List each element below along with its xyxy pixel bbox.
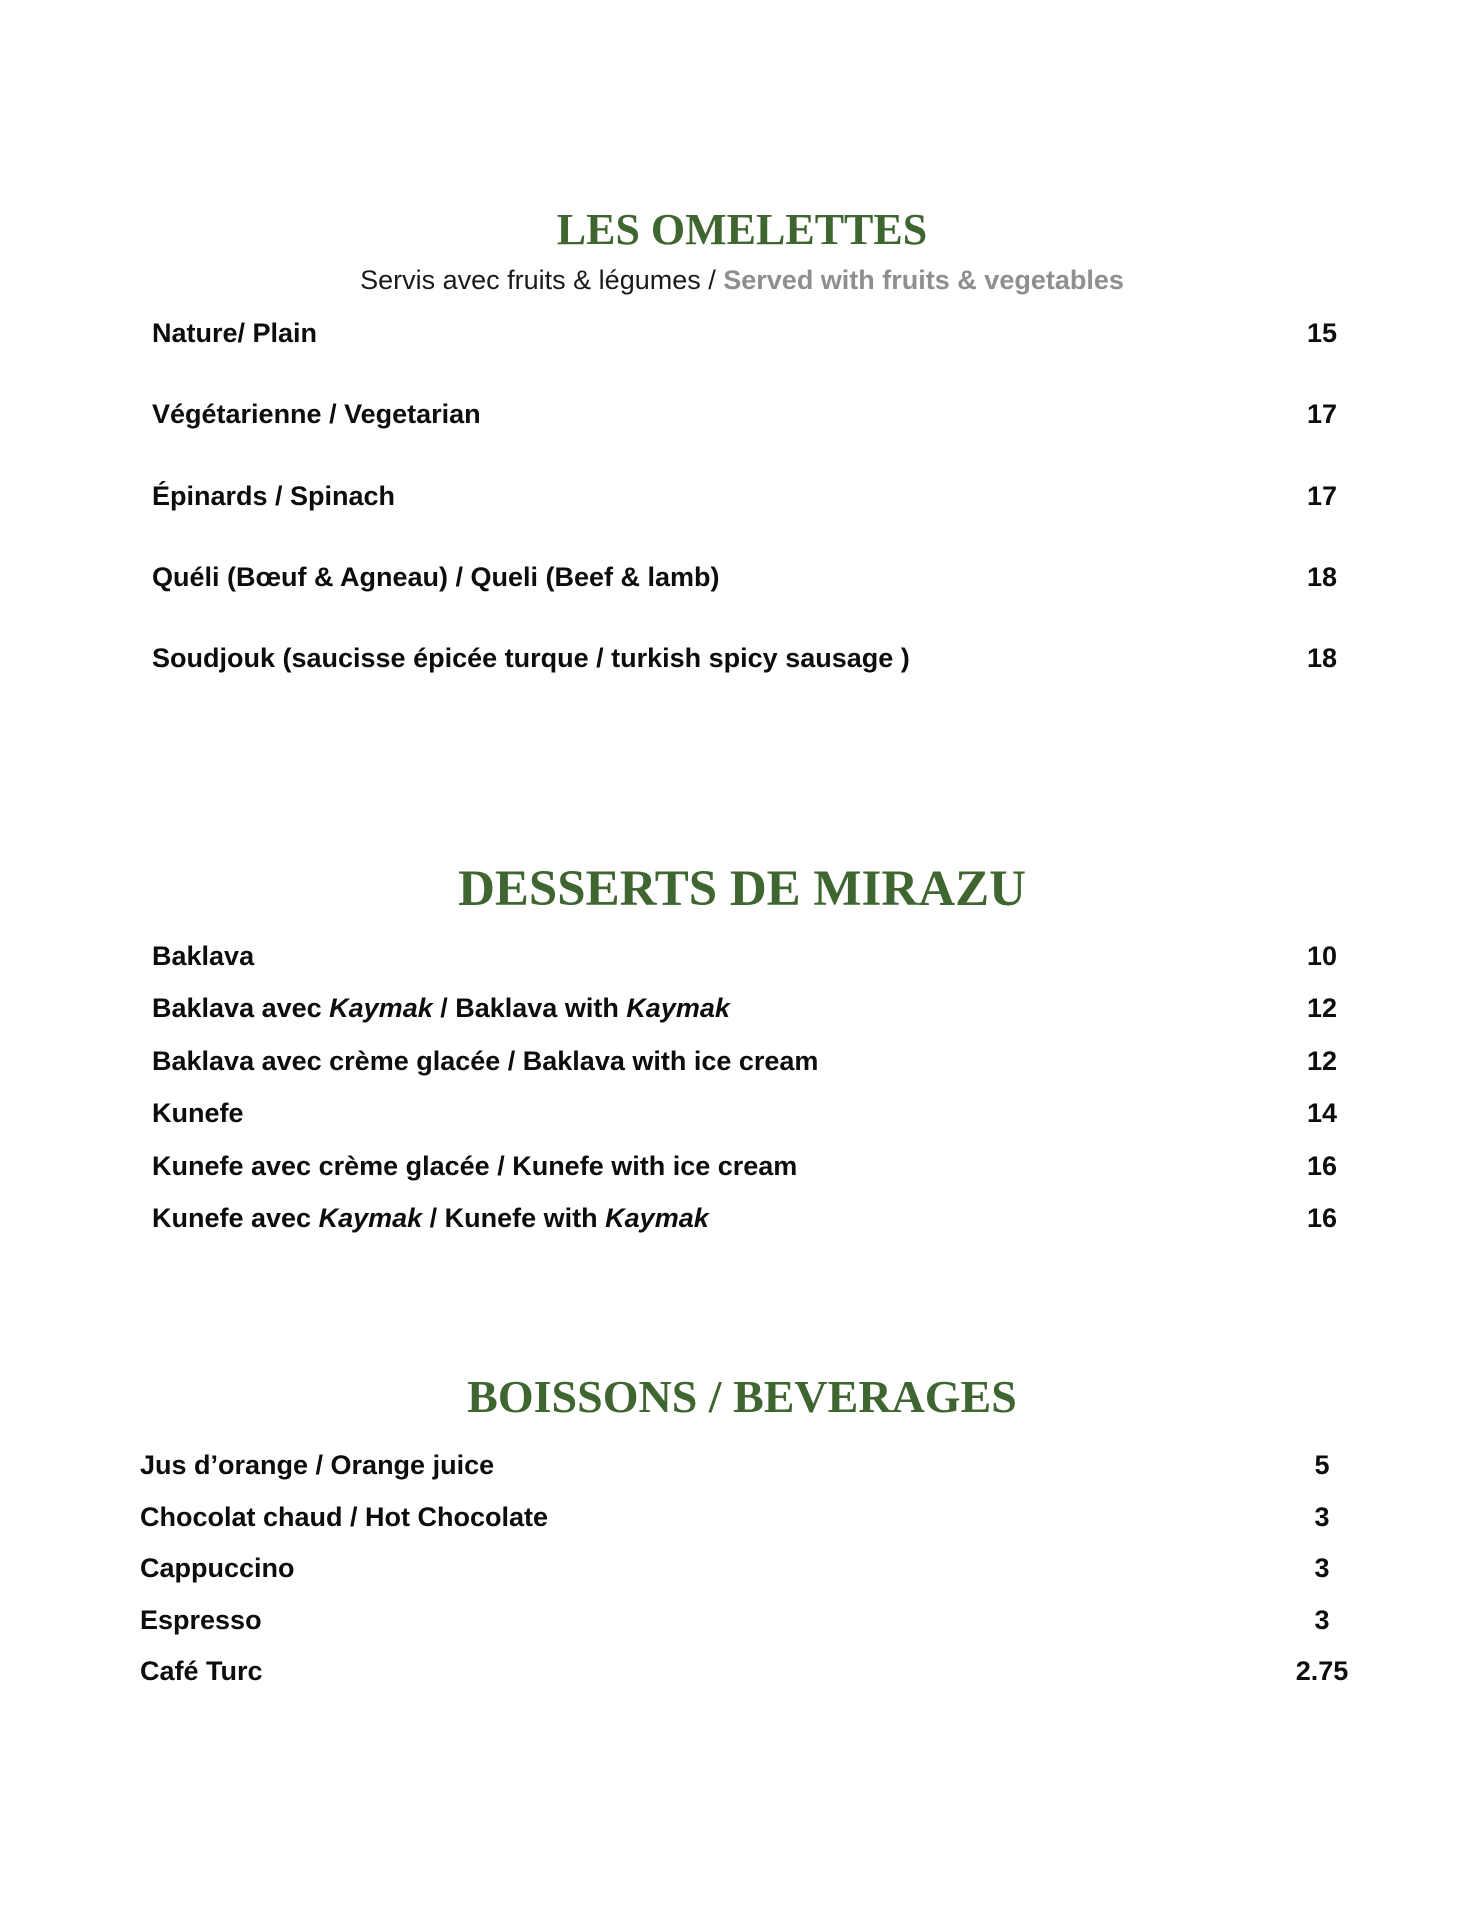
desserts-item-price: 16 [1306, 1151, 1338, 1181]
omelettes-subtitle-french: Servis avec fruits & légumes / [360, 265, 724, 295]
omelettes-item-price: 17 [1306, 481, 1338, 511]
omelettes-row-4 [0, 560, 1484, 594]
boissons-item-price: 5 [1314, 1450, 1330, 1480]
omelettes-row-5 [0, 641, 1484, 675]
section-title-desserts: DESSERTS DE MIRAZU [458, 861, 1026, 918]
boissons-row-5 [0, 1654, 1484, 1688]
desserts-item-name: Baklava avec crème glacée / Baklava with ice cream [152, 1046, 819, 1076]
boissons-item-price: 3 [1314, 1502, 1330, 1532]
boissons-row-2 [0, 1500, 1484, 1534]
boissons-item-name: Jus d’orange / Orange juice [140, 1450, 495, 1480]
boissons-item-price: 3 [1314, 1605, 1330, 1635]
omelettes-row-1 [0, 316, 1484, 350]
omelettes-subtitle [0, 263, 1484, 297]
boissons-row-1 [0, 1448, 1484, 1482]
desserts-item-price: 16 [1306, 1203, 1338, 1233]
desserts-item-name: Baklava avec Kaymak / Baklava with Kaymak [152, 993, 730, 1023]
omelettes-row-3 [0, 479, 1484, 513]
omelettes-item-name: Nature/ Plain [152, 318, 318, 348]
boissons-row-4 [0, 1603, 1484, 1637]
omelettes-row-2 [0, 397, 1484, 431]
omelettes-item-name: Quéli (Bœuf & Agneau) / Queli (Beef & lamb) [152, 562, 720, 592]
desserts-row-6 [0, 1201, 1484, 1235]
omelettes-item-name: Végétarienne / Vegetarian [152, 399, 481, 429]
desserts-item-price: 14 [1306, 1098, 1338, 1128]
desserts-row-2 [0, 991, 1484, 1025]
omelettes-item-price: 15 [1306, 318, 1338, 348]
section-title-boissons: BOISSONS / BEVERAGES [467, 1370, 1017, 1422]
boissons-item-name: Café Turc [140, 1656, 263, 1686]
desserts-item-name: Kunefe [152, 1098, 244, 1128]
boissons-item-name: Chocolat chaud / Hot Chocolate [140, 1502, 549, 1532]
boissons-item-name: Espresso [140, 1605, 262, 1635]
desserts-item-price: 10 [1306, 941, 1338, 971]
desserts-row-1 [0, 939, 1484, 973]
section-title-omelettes: LES OMELETTES [556, 205, 928, 255]
desserts-row-4 [0, 1096, 1484, 1130]
boissons-item-price: 3 [1314, 1553, 1330, 1583]
boissons-item-name: Cappuccino [140, 1553, 295, 1583]
omelettes-item-price: 18 [1306, 643, 1338, 673]
desserts-row-3 [0, 1044, 1484, 1078]
desserts-item-name: Kunefe avec Kaymak / Kunefe with Kaymak [152, 1203, 709, 1233]
desserts-item-name: Kunefe avec crème glacée / Kunefe with ice cream [152, 1151, 798, 1181]
desserts-row-5 [0, 1149, 1484, 1183]
desserts-item-price: 12 [1306, 993, 1338, 1023]
omelettes-item-name: Épinards / Spinach [152, 481, 396, 511]
omelettes-item-name: Soudjouk (saucisse épicée turque / turkish spicy sausage ) [152, 643, 910, 673]
omelettes-item-price: 18 [1306, 562, 1338, 592]
boissons-item-price: 2.75 [1295, 1656, 1349, 1686]
omelettes-item-price: 17 [1306, 399, 1338, 429]
desserts-item-price: 12 [1306, 1046, 1338, 1076]
omelettes-subtitle-english: Served with fruits & vegetables [723, 265, 1124, 295]
desserts-item-name: Baklava [152, 941, 255, 971]
boissons-row-3 [0, 1551, 1484, 1585]
